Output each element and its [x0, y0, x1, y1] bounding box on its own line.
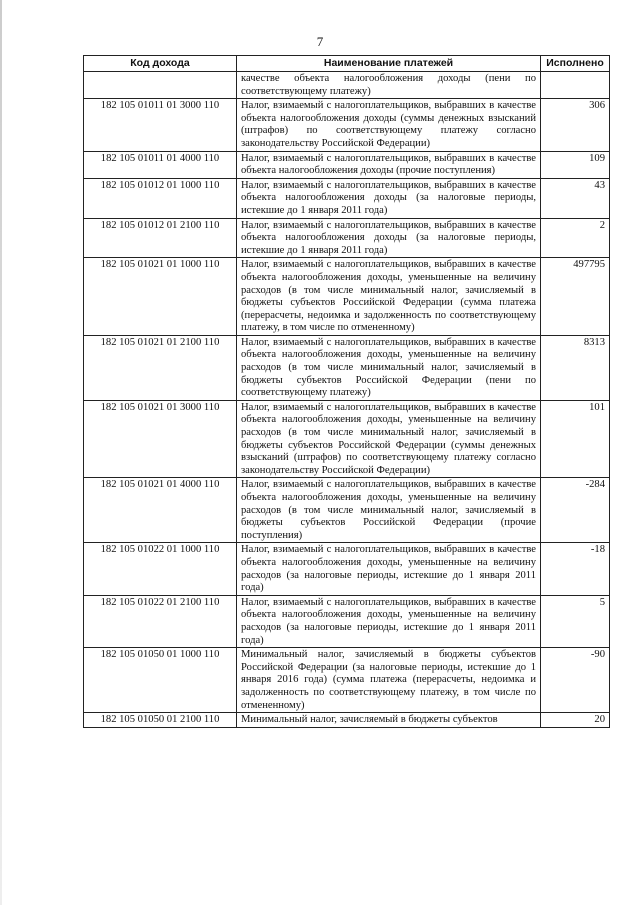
table-row — [84, 543, 610, 595]
payment-name-cell: Налог, взимаемый с налогоплательщиков, выбравших в качестве объекта налогообложения доходы, уменьшенные на величину расходов (в том числе минимальный налог, зачисляемый в бюджеты субъектов Российской Федерации (пени по соответствующему платежу) — [237, 335, 541, 400]
payment-name-cell: Налог, взимаемый с налогоплательщиков, выбравших в качестве объекта налогообложения доходы (за налоговые периоды, истекшие до 1 января 2011 года) — [237, 178, 541, 218]
page-edge — [0, 0, 2, 905]
page-number: 7 — [316, 34, 324, 49]
income-code-cell: 182 105 01021 01 1000 110 — [84, 258, 237, 336]
executed-value-cell — [541, 72, 610, 99]
table-row — [84, 72, 610, 99]
table-row — [84, 335, 610, 400]
income-code-cell: 182 105 01022 01 1000 110 — [84, 543, 237, 595]
payment-name-cell: качестве объекта налогообложения доходы (пени по соответствующему платежу) — [237, 72, 541, 99]
executed-value-cell: 8313 — [541, 335, 610, 400]
income-code-cell: 182 105 01021 01 3000 110 — [84, 400, 237, 478]
table-row — [84, 648, 610, 713]
table-row — [84, 99, 610, 151]
table-row — [84, 178, 610, 218]
income-code-cell: 182 105 01021 01 2100 110 — [84, 335, 237, 400]
executed-value-cell: 497795 — [541, 258, 610, 336]
income-code-cell — [84, 72, 237, 99]
executed-value-cell: 306 — [541, 99, 610, 151]
executed-value-cell: -90 — [541, 648, 610, 713]
executed-value-cell: -18 — [541, 543, 610, 595]
income-code-cell: 182 105 01050 01 1000 110 — [84, 648, 237, 713]
payment-name-cell: Минимальный налог, зачисляемый в бюджеты субъектов Российской Федерации (за налоговые периоды, истекшие до 1 января 2016 года) (сумма платежа (перерасчеты, недоимка и задолженность по соответствующему платежу, в том числе по отмененному) — [237, 648, 541, 713]
table-row — [84, 478, 610, 543]
header-name: Наименование платежей — [237, 56, 541, 72]
executed-value-cell: 20 — [541, 713, 610, 728]
header-executed: Исполнено — [541, 56, 610, 72]
payment-name-cell: Налог, взимаемый с налогоплательщиков, выбравших в качестве объекта налогообложения доходы, уменьшенные на величину расходов (за налоговые периоды, истекшие до 1 января 2011 года) — [237, 543, 541, 595]
payment-name-cell: Налог, взимаемый с налогоплательщиков, выбравших в качестве объекта налогообложения доходы, уменьшенные на величину расходов (в том числе минимальный налог, зачисляемый в бюджеты субъектов Российской Федерации (прочие поступления) — [237, 478, 541, 543]
income-code-cell: 182 105 01022 01 2100 110 — [84, 595, 237, 647]
payment-name-cell: Налог, взимаемый с налогоплательщиков, выбравших в качестве объекта налогообложения доходы, уменьшенные на величину расходов (в том числе минимальный налог, зачисляемый в бюджеты субъектов Российской Федерации (суммы денежных взысканий (штрафов) по соответствующему платежу согласно законодательству Российской Федерации) — [237, 400, 541, 478]
income-code-cell: 182 105 01021 01 4000 110 — [84, 478, 237, 543]
payment-name-cell: Налог, взимаемый с налогоплательщиков, выбравших в качестве объекта налогообложения доходы (суммы денежных взысканий (штрафов) по соответствующему платежу согласно законодательству Российской Федерации) — [237, 99, 541, 151]
income-code-cell: 182 105 01012 01 2100 110 — [84, 218, 237, 258]
income-code-cell: 182 105 01011 01 3000 110 — [84, 99, 237, 151]
executed-value-cell: 43 — [541, 178, 610, 218]
executed-value-cell: 5 — [541, 595, 610, 647]
executed-value-cell: -284 — [541, 478, 610, 543]
table-row — [84, 218, 610, 258]
header-code: Код дохода — [84, 56, 237, 72]
executed-value-cell: 2 — [541, 218, 610, 258]
table-row — [84, 151, 610, 178]
revenue-table — [83, 55, 610, 728]
table-row — [84, 258, 610, 336]
executed-value-cell: 101 — [541, 400, 610, 478]
income-code-cell: 182 105 01012 01 1000 110 — [84, 178, 237, 218]
income-code-cell: 182 105 01011 01 4000 110 — [84, 151, 237, 178]
payment-name-cell: Налог, взимаемый с налогоплательщиков, выбравших в качестве объекта налогообложения доходы (прочие поступления) — [237, 151, 541, 178]
income-code-cell: 182 105 01050 01 2100 110 — [84, 713, 237, 728]
payment-name-cell: Минимальный налог, зачисляемый в бюджеты субъектов — [237, 713, 541, 728]
payment-name-cell: Налог, взимаемый с налогоплательщиков, выбравших в качестве объекта налогообложения доходы (за налоговые периоды, истекшие до 1 января 2011 года) — [237, 218, 541, 258]
payment-name-cell: Налог, взимаемый с налогоплательщиков, выбравших в качестве объекта налогообложения доходы, уменьшенные на величину расходов (за налоговые периоды, истекшие до 1 января 2011 года) — [237, 595, 541, 647]
table-row — [84, 713, 610, 728]
table-row — [84, 595, 610, 647]
table-header-row — [84, 56, 610, 72]
table-row — [84, 400, 610, 478]
payment-name-cell: Налог, взимаемый с налогоплательщиков, выбравших в качестве объекта налогообложения доходы, уменьшенные на величину расходов (в том числе минимальный налог, зачисляемый в бюджеты субъектов Российской Федерации (сумма платежа (перерасчеты, недоимка и задолженность по соответствующему платежу, в том числе по отмененному) — [237, 258, 541, 336]
executed-value-cell: 109 — [541, 151, 610, 178]
